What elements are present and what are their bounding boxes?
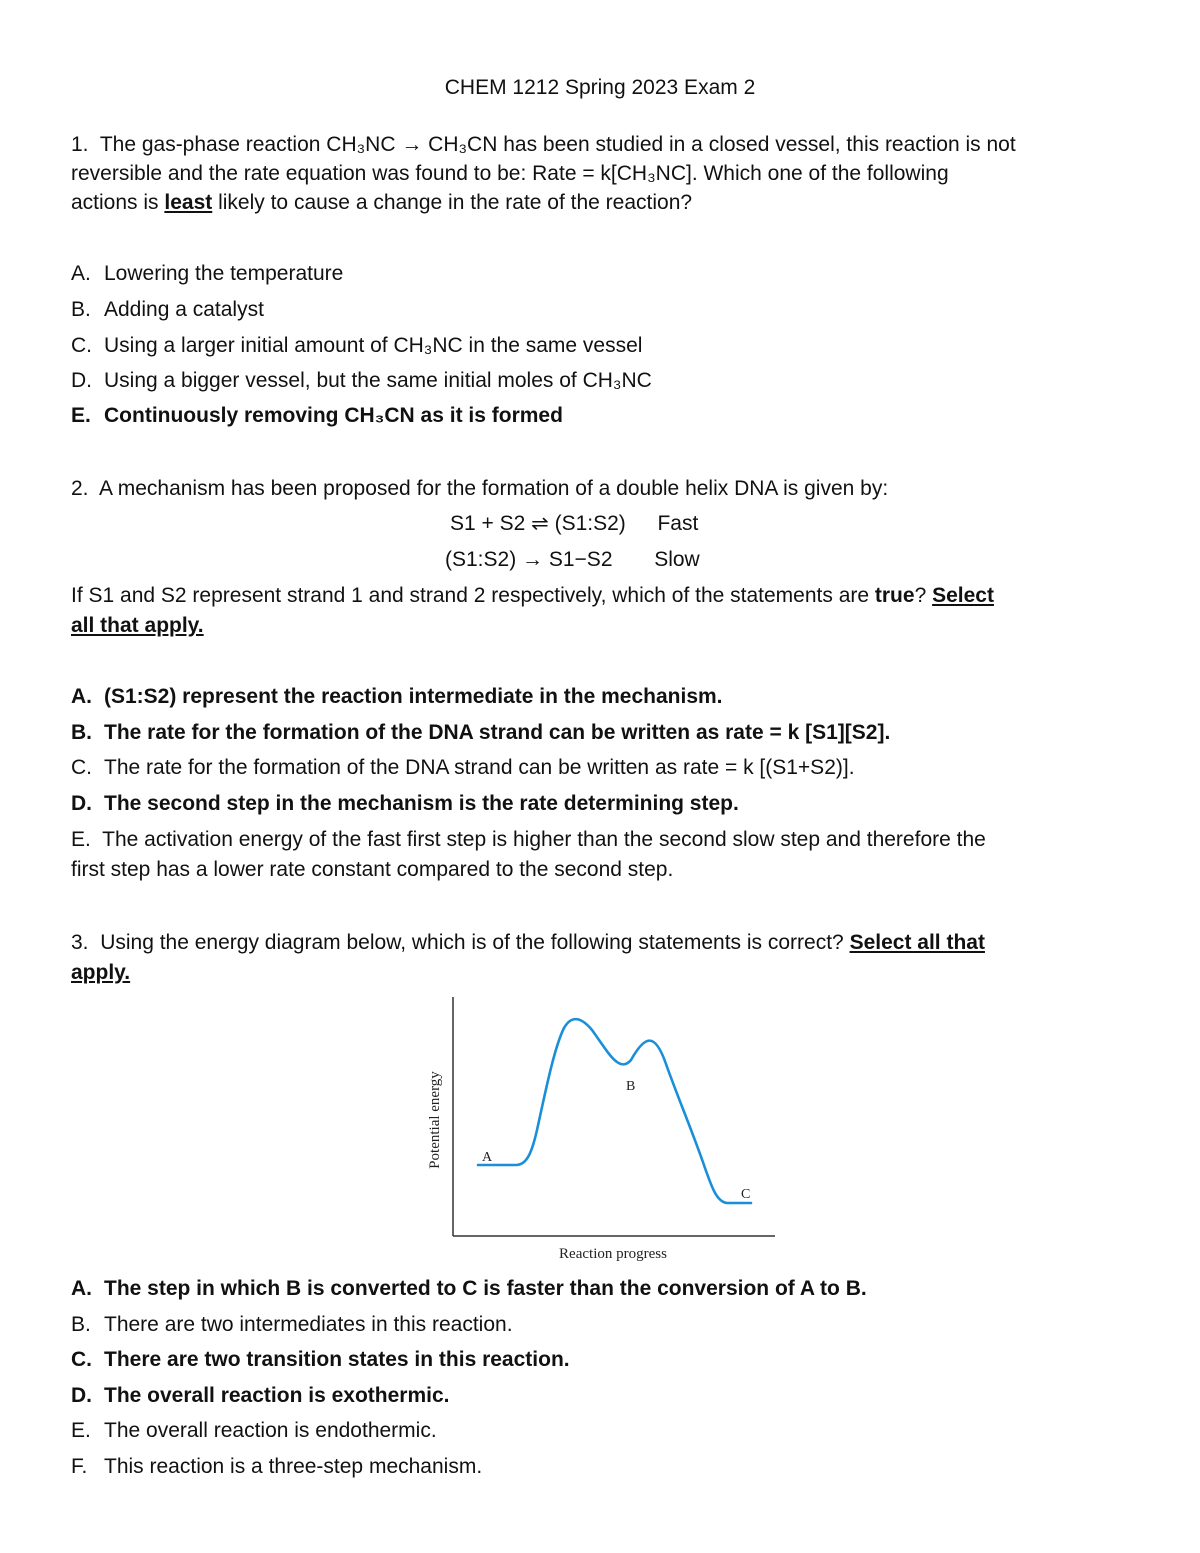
exam-title: CHEM 1212 Spring 2023 Exam 2 <box>444 76 756 99</box>
q2-question-line1: If S1 and S2 represent strand 1 and strand 2 respectively, which of the statements are true? Select <box>71 584 994 607</box>
q1-emphasis-least: least <box>164 191 213 214</box>
q2-option-d: D. The second step in the mechanism is the rate determining step. <box>71 792 739 815</box>
q2-emphasis-true: true <box>874 584 915 607</box>
q3-select-instruction-line2: apply. <box>71 961 131 984</box>
q2-option-e: E. The activation energy of the fast first step is higher than the second slow step and therefore the <box>71 828 986 851</box>
q2-step2 <box>445 547 700 573</box>
q1-text-line3-post: likely to cause a change in the rate of the reaction? <box>212 191 693 214</box>
energy-diagram <box>420 990 790 1265</box>
q2-text-line1: A mechanism has been proposed for the formation of a double helix DNA is given by: <box>99 477 889 500</box>
q1-option-e: E. Continuously removing CH₃CN as it is formed <box>71 404 563 427</box>
q2-step2-speed: Slow <box>654 548 700 571</box>
q1-option-b: B. Adding a catalyst <box>71 298 264 321</box>
q3-select-instruction: Select all that <box>849 931 985 954</box>
q1-number: 1. <box>71 133 89 156</box>
point-c-label: C <box>741 1187 751 1202</box>
q2-step1-equation: S1 + S2 ⇌ (S1:S2) <box>450 512 626 535</box>
q1-text-line3-pre: actions is <box>71 191 165 214</box>
q2-step2-equation: (S1:S2) → S1−S2 <box>445 548 613 571</box>
q3-option-d: D. The overall reaction is exothermic. <box>71 1384 450 1407</box>
y-axis-label: Potential energy <box>427 1071 443 1169</box>
q3-option-a: A. The step in which B is converted to C is faster than the conversion of A to B. <box>71 1277 867 1300</box>
q2-option-c: C. The rate for the formation of the DNA strand can be written as rate = k [(S1+S2)]. <box>71 756 855 779</box>
q2-option-e-line2: first step has a lower rate constant compared to the second step. <box>71 858 674 881</box>
x-axis-label: Reaction progress <box>559 1246 667 1262</box>
q2-step1-speed: Fast <box>657 512 699 535</box>
q2-number: 2. <box>71 477 89 500</box>
q2-option-a: A. (S1:S2) represent the reaction intermediate in the mechanism. <box>71 685 723 708</box>
q1-line1 <box>71 132 1016 158</box>
q3-option-f: F. This reaction is a three-step mechanism. <box>71 1455 483 1478</box>
q2-line1 <box>71 476 888 502</box>
q1-text-line1: The gas-phase reaction CH₃NC → CH₃CN has been studied in a closed vessel, this reaction is not <box>99 133 1016 156</box>
q2-select-instruction: Select <box>932 584 994 607</box>
q3-line1: 3. Using the energy diagram below, which is of the following statements is correct? Select all that <box>71 931 985 954</box>
point-b-label: B <box>626 1079 636 1094</box>
q3-option-b: B. There are two intermediates in this reaction. <box>71 1313 513 1336</box>
q3-option-e: E. The overall reaction is endothermic. <box>71 1419 437 1442</box>
q1-option-d: D. Using a bigger vessel, but the same initial moles of CH₃NC <box>71 369 652 392</box>
q2-step1 <box>450 511 698 537</box>
point-a-label: A <box>482 1150 493 1165</box>
q1-text-line2: reversible and the rate equation was found to be: Rate = k[CH₃NC]. Which one of the following <box>71 162 949 185</box>
q3-option-c: C. There are two transition states in this reaction. <box>71 1348 570 1371</box>
q1-line3 <box>71 190 692 216</box>
q1-option-a: A. Lowering the temperature <box>71 262 344 285</box>
energy-curve <box>478 1019 751 1203</box>
q2-option-b: B. The rate for the formation of the DNA strand can be written as rate = k [S1][S2]. <box>71 721 891 744</box>
q2-select-instruction-line2: all that apply. <box>71 614 204 637</box>
q3-number: 3. <box>71 931 89 954</box>
q1-option-c: C. Using a larger initial amount of CH₃NC in the same vessel <box>71 334 643 357</box>
